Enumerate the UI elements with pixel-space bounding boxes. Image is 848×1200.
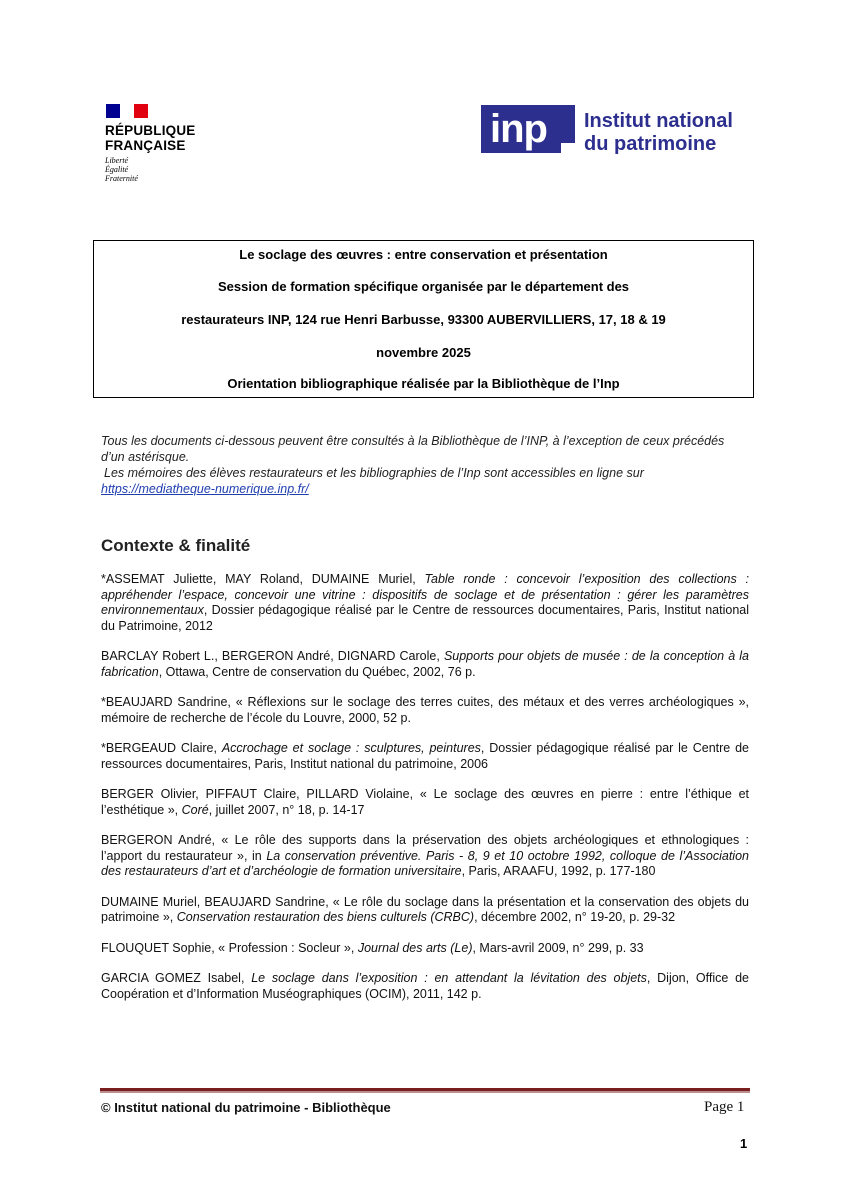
ref-details: , Paris, ARAAFU, 1992, p. 177-180 xyxy=(461,864,656,878)
ref-authors: *ASSEMAT Juliette, MAY Roland, DUMAINE Muriel, xyxy=(101,572,425,586)
rf-motto xyxy=(105,156,215,183)
inp-acronym: inp xyxy=(490,107,547,151)
ref-authors: *BEAUJARD Sandrine, « Réflexions sur le soclage des terres cuites, des métaux et des verres archéologiques », mémoire de recherche de l’école du Louvre, 2000, 52 p. xyxy=(101,695,749,725)
inp-full-name xyxy=(584,110,733,156)
reference-item xyxy=(101,895,749,926)
ref-details: , Ottawa, Centre de conservation du Québec, 2002, 76 p. xyxy=(158,664,476,679)
ref-authors: BARCLAY Robert L., BERGERON André, DIGNARD Carole, xyxy=(101,649,444,663)
ref-details: , juillet 2007, n° 18, p. 14-17 xyxy=(208,802,365,817)
title-box xyxy=(93,240,754,398)
reference-item xyxy=(101,741,749,772)
ref-details: , Dossier pédagogique réalisé par le Centre de ressources documentaires, Paris, Institut national du patrimoine, 2006 xyxy=(101,741,749,771)
ref-details: , Dijon, Office de Coopération et d’Information Muséographiques (OCIM), 2011, 142 p. xyxy=(101,971,749,1001)
ref-title: La conservation préventive. Paris - 8, 9 et 10 octobre 1992, colloque de l’Association des restaurateurs d’art et d’archéologie de formation universitaire xyxy=(101,848,749,878)
ref-authors: BERGER Olivier, PIFFAUT Claire, PILLARD Violaine, « Le soclage des œuvres en pierre : entre l’éthique et l’esthétique », xyxy=(101,787,749,817)
ref-authors: DUMAINE Muriel, BEAUJARD Sandrine, « Le rôle du soclage dans la présentation et la conservation des objets du patrimoine », xyxy=(101,894,749,924)
ref-title: Coré xyxy=(181,802,209,817)
inp-logo xyxy=(481,105,733,156)
rf-motto-2: Égalité xyxy=(105,165,129,174)
reference-item xyxy=(101,833,749,880)
ref-authors: FLOUQUET Sophie, « Profession : Socleur », xyxy=(101,940,358,955)
ref-title: Conservation restauration des biens culturels (CRBC) xyxy=(176,910,475,924)
ref-authors: GARCIA GOMEZ Isabel, xyxy=(101,971,252,985)
ref-details: , Dossier pédagogique réalisé par le Centre de ressources documentaires, Paris, Institut national du Patrimoine, 2012 xyxy=(101,603,749,633)
ref-title: Accrochage et soclage : sculptures, peintures xyxy=(221,741,481,755)
title-line-3: restaurateurs INP, 124 rue Henri Barbusse, 93300 AUBERVILLIERS, 17, 18 & 19 xyxy=(181,312,666,327)
title-line-4: novembre 2025 xyxy=(376,345,471,360)
rf-motto-1: Liberté xyxy=(105,156,129,165)
reference-item xyxy=(101,649,749,680)
rf-motto-3: Fraternité xyxy=(105,174,138,183)
french-flag-icon xyxy=(106,104,148,118)
inp-name-line-2: du patrimoine xyxy=(584,133,717,155)
mediatheque-link[interactable]: https://mediatheque-numerique.inp.fr/ xyxy=(101,482,309,496)
inp-logo-mark-icon xyxy=(481,105,575,153)
ref-title: Supports pour objets de musée : de la conception à la fabrication xyxy=(101,649,750,679)
title-line-1: Le soclage des œuvres : entre conservation et présentation xyxy=(239,247,608,262)
inp-name-line-1: Institut national xyxy=(584,110,733,132)
reference-item xyxy=(101,787,749,818)
ref-details: , Mars-avril 2009, n° 299, p. 33 xyxy=(472,940,644,955)
footer-divider xyxy=(100,1088,750,1093)
title-line-2: Session de formation spécifique organisée par le département des xyxy=(217,279,630,294)
ref-title: Le soclage dans l’exposition : en attendant la lévitation des objets xyxy=(251,971,647,985)
reference-item xyxy=(101,971,749,1002)
intro-note xyxy=(101,433,747,497)
page-number: 1 xyxy=(740,1136,748,1151)
footer-copyright: © Institut national du patrimoine - Bibliothèque xyxy=(101,1100,391,1115)
rf-name-line-2: FRANÇAISE xyxy=(105,138,186,153)
intro-line-1: Tous les documents ci-dessous peuvent être consultés à la Bibliothèque de l’INP, à l’exception de ceux précédés d’un astérisque. xyxy=(101,434,725,464)
ref-title: Table ronde : concevoir l’exposition des collections : appréhender l’espace, concevoir une vitrine : dispositifs de soclage et de présentation : gérer les paramètres environnementaux xyxy=(101,572,749,617)
ref-title: Journal des arts (Le) xyxy=(357,940,473,955)
footer-page-label: Page 1 xyxy=(704,1099,745,1115)
rf-name-line-1: RÉPUBLIQUE xyxy=(105,123,196,138)
reference-list xyxy=(101,572,749,1002)
rf-name xyxy=(105,123,215,153)
section-title: Contexte & finalité xyxy=(101,536,251,555)
reference-item xyxy=(101,572,749,634)
ref-details: , décembre 2002, n° 19-20, p. 29-32 xyxy=(474,910,676,924)
ref-authors: *BERGEAUD Claire, xyxy=(101,741,222,755)
intro-line-2: Les mémoires des élèves restaurateurs et les bibliographies de l’Inp sont accessibles en ligne sur xyxy=(104,466,644,480)
reference-item xyxy=(101,941,749,957)
ref-authors: BERGERON André, « Le rôle des supports dans la préservation des objets archéologiques et ethnologiques : l’apport du restaurateur », in xyxy=(101,833,749,863)
republique-francaise-logo xyxy=(105,104,215,183)
title-line-5: Orientation bibliographique réalisée par la Bibliothèque de l’Inp xyxy=(227,376,620,391)
reference-item xyxy=(101,695,749,726)
